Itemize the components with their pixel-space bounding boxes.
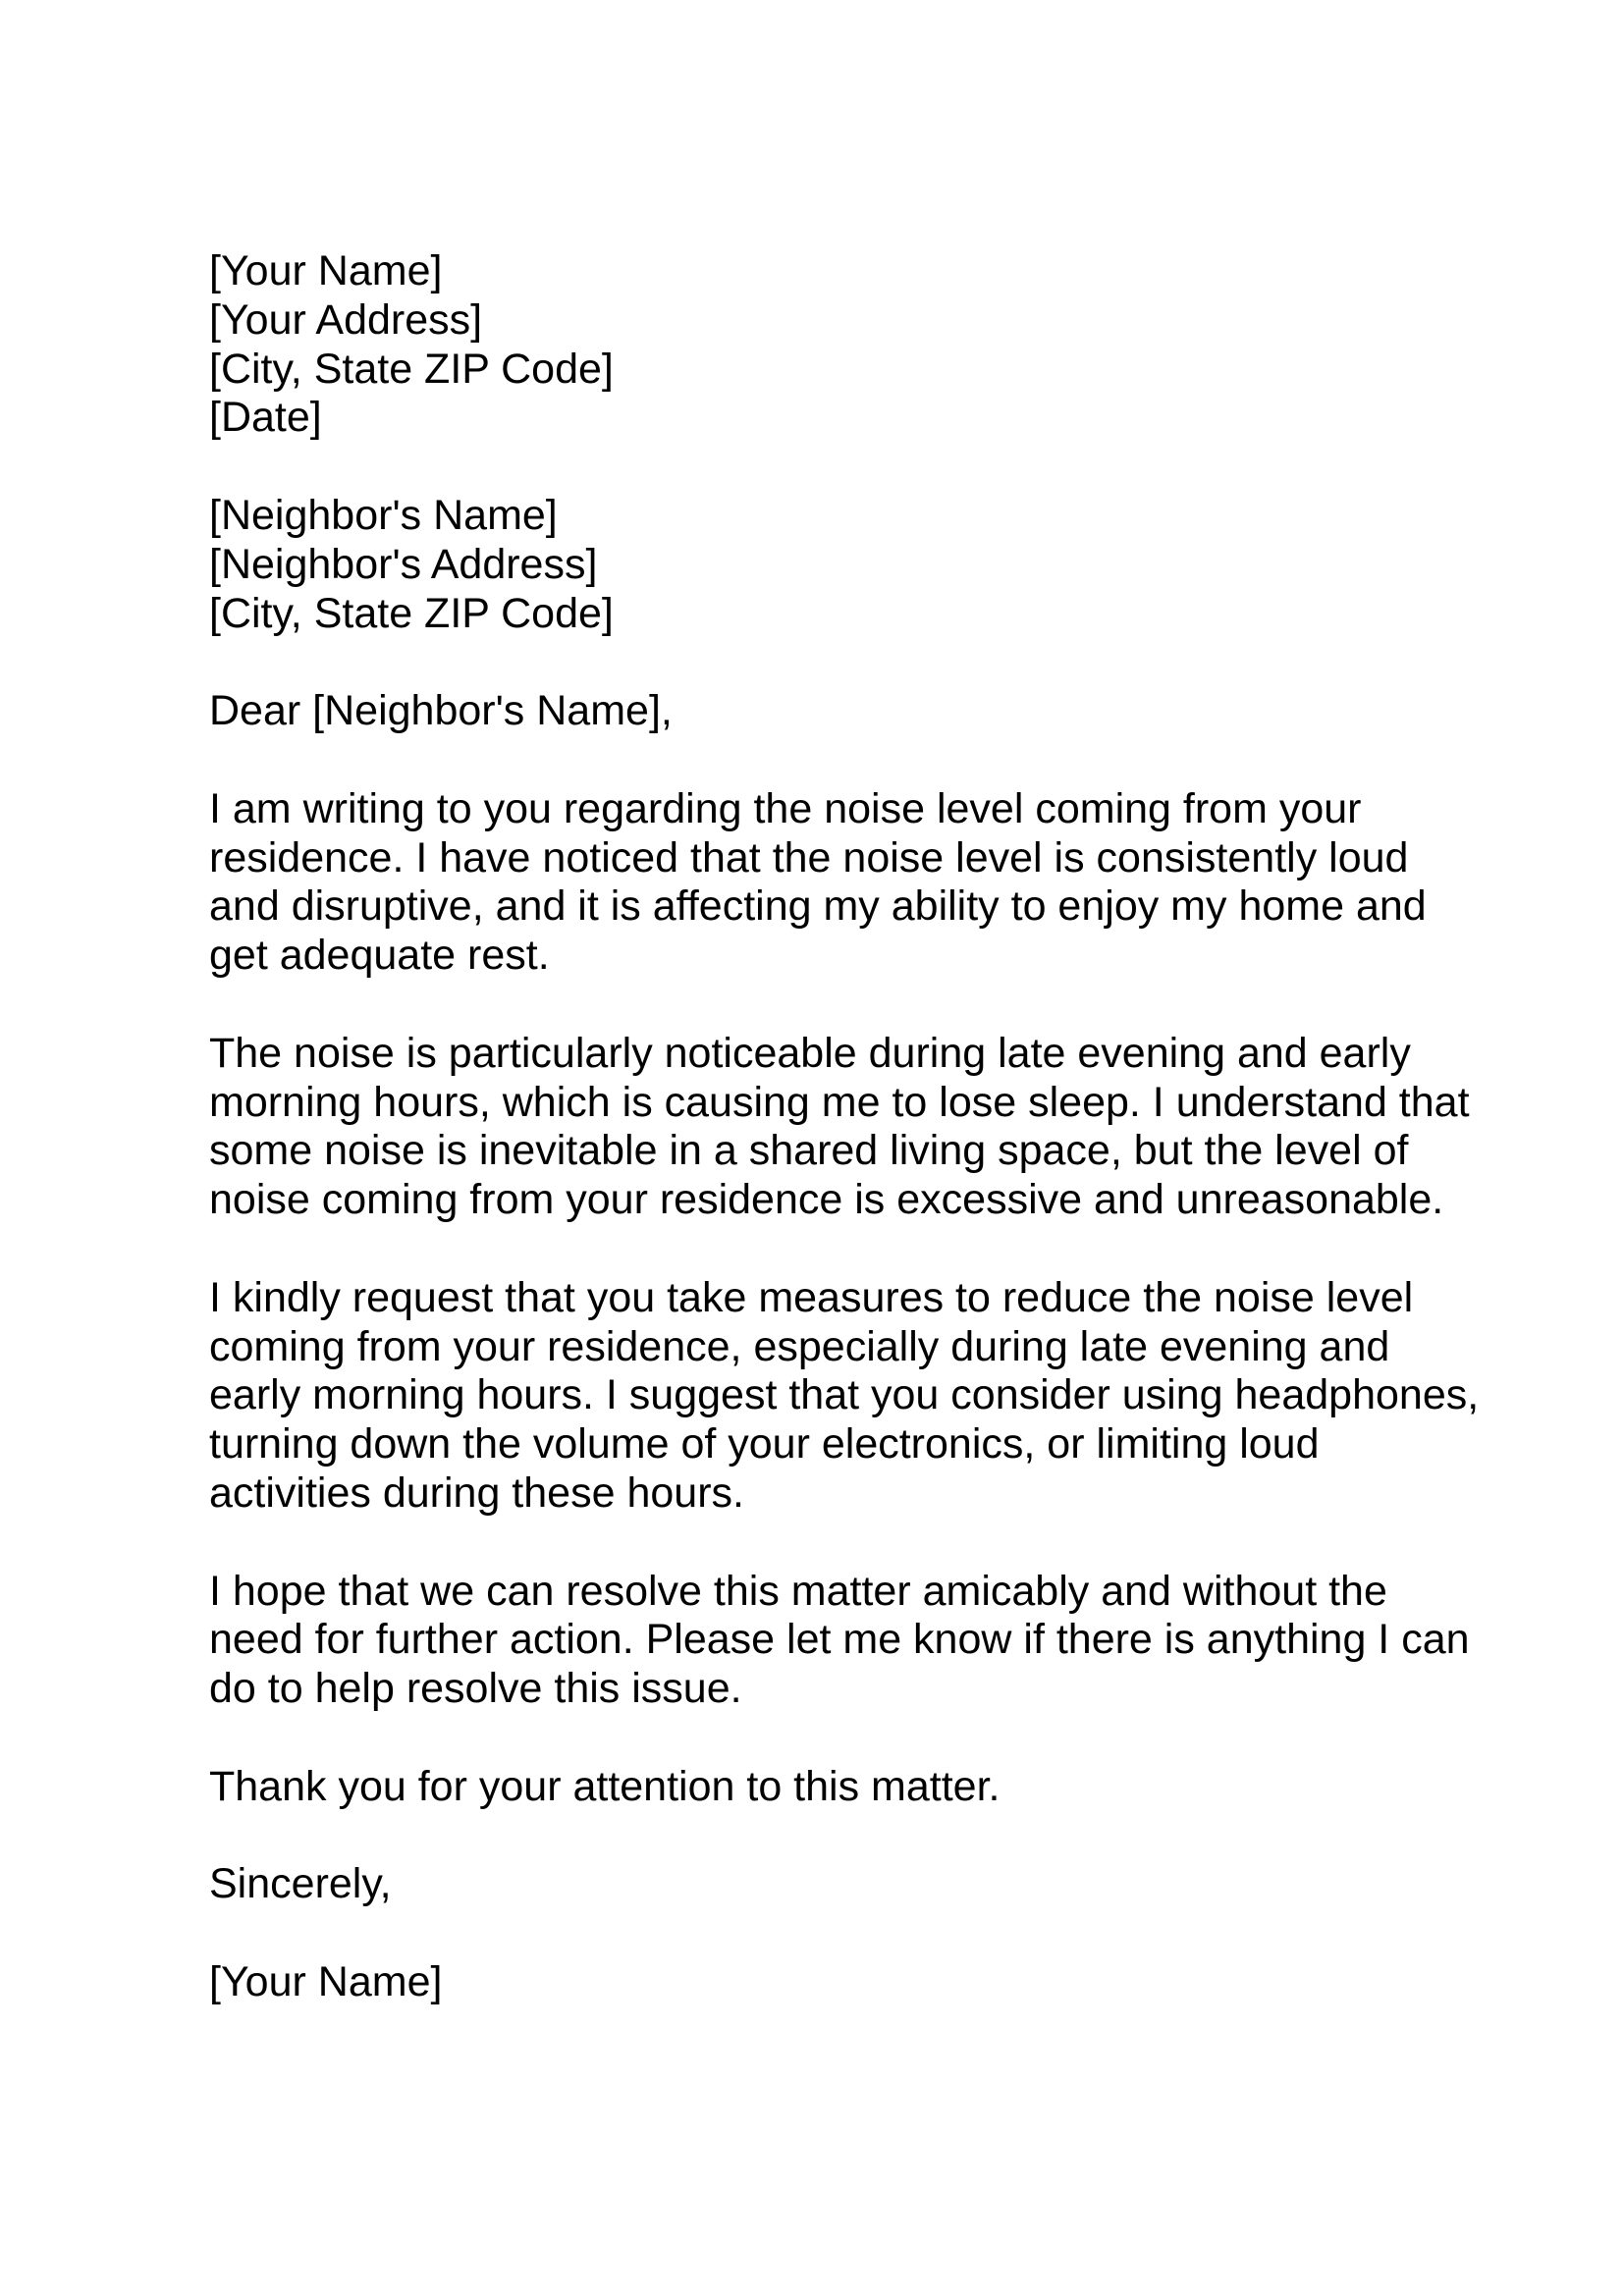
sender-city-state-zip: [City, State ZIP Code] bbox=[209, 345, 614, 393]
sender-name: [Your Name] bbox=[209, 247, 443, 294]
signature-name: [Your Name] bbox=[209, 1957, 443, 2005]
paragraph-line: some noise is inevitable in a shared living space, but the level of bbox=[209, 1127, 1409, 1175]
sender-address: [Your Address] bbox=[209, 295, 483, 344]
recipient-city-state-zip: [City, State ZIP Code] bbox=[209, 589, 614, 637]
closing: Sincerely, bbox=[209, 1860, 392, 1908]
paragraph-line: Thank you for your attention to this matter. bbox=[209, 1762, 1001, 1810]
paragraph-4 bbox=[209, 1568, 1525, 1714]
paragraph-line: morning hours, which is causing me to lose sleep. I understand that bbox=[209, 1078, 1470, 1126]
paragraph-1 bbox=[209, 785, 1525, 981]
paragraph-line: residence. I have noticed that the noise level is consistently loud bbox=[209, 833, 1409, 881]
sender-block bbox=[209, 247, 1525, 443]
recipient-name: [Neighbor's Name] bbox=[209, 491, 558, 539]
paragraph-line: The noise is particularly noticeable during late evening and early bbox=[209, 1029, 1411, 1077]
paragraph-5 bbox=[209, 1763, 1525, 1812]
paragraph-3 bbox=[209, 1274, 1525, 1519]
recipient-block bbox=[209, 492, 1525, 638]
paragraph-line: I hope that we can resolve this matter amicably and without the bbox=[209, 1567, 1387, 1615]
paragraph-line: coming from your residence, especially during late evening and bbox=[209, 1322, 1390, 1370]
paragraph-line: I am writing to you regarding the noise level coming from your bbox=[209, 784, 1362, 832]
paragraph-line: activities during these hours. bbox=[209, 1468, 744, 1517]
paragraph-2 bbox=[209, 1030, 1525, 1225]
salutation: Dear [Neighbor's Name], bbox=[209, 687, 673, 735]
paragraph-line: I kindly request that you take measures to reduce the noise level bbox=[209, 1273, 1414, 1321]
paragraph-line: and disruptive, and it is affecting my ability to enjoy my home and bbox=[209, 882, 1427, 931]
sender-date: [Date] bbox=[209, 394, 322, 442]
salutation-block bbox=[209, 687, 1525, 736]
recipient-address: [Neighbor's Address] bbox=[209, 540, 598, 588]
closing-block bbox=[209, 1860, 1525, 1909]
paragraph-line: early morning hours. I suggest that you consider using headphones, bbox=[209, 1371, 1480, 1419]
paragraph-line: noise coming from your residence is excessive and unreasonable. bbox=[209, 1176, 1444, 1224]
signature-block bbox=[209, 1958, 1525, 2007]
paragraph-line: need for further action. Please let me know if there is anything I can bbox=[209, 1616, 1470, 1664]
paragraph-line: do to help resolve this issue. bbox=[209, 1665, 742, 1713]
paragraph-line: get adequate rest. bbox=[209, 932, 550, 980]
paragraph-line: turning down the volume of your electronics, or limiting loud bbox=[209, 1420, 1320, 1468]
letter-body bbox=[209, 247, 1525, 2056]
